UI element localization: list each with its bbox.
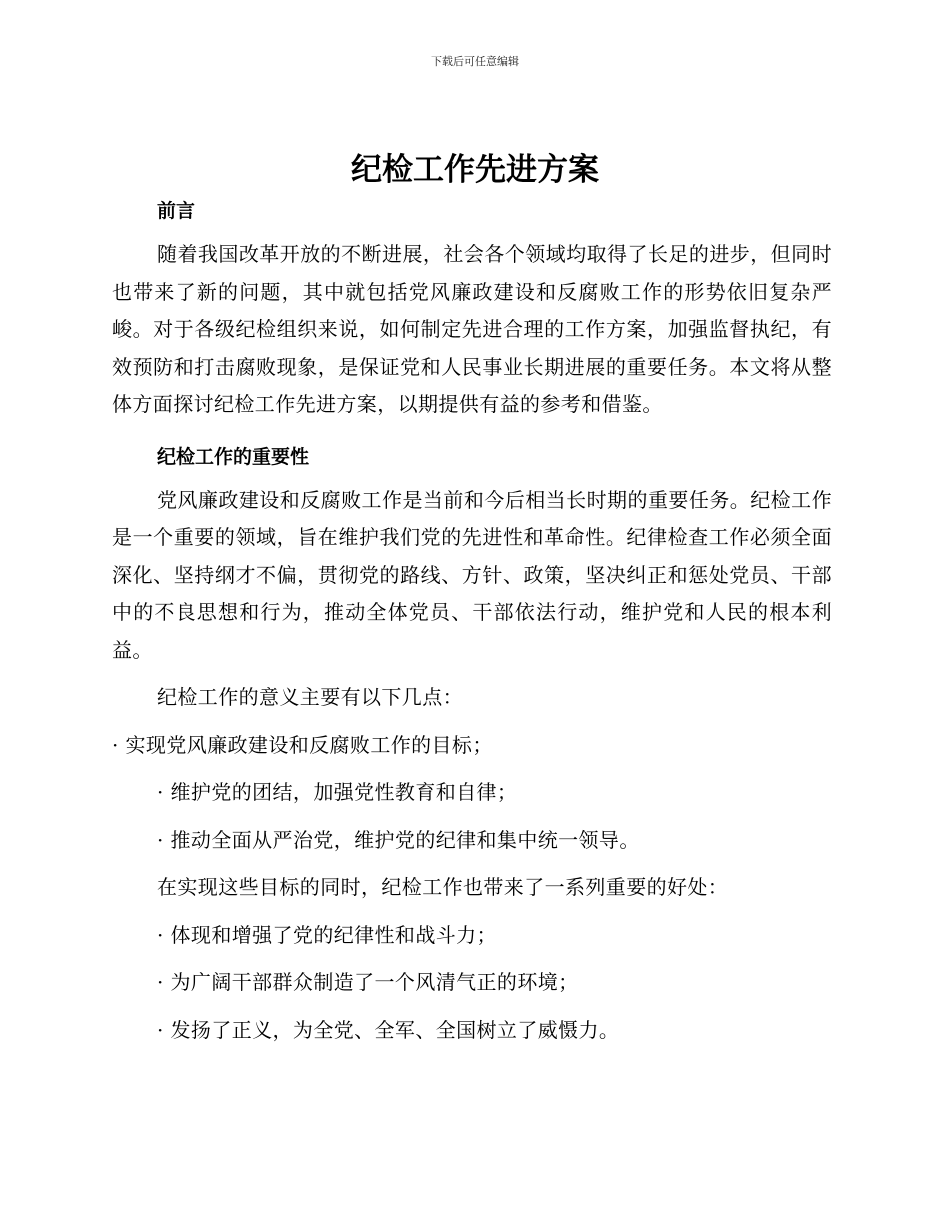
- page-header-note: 下载后可任意编辑: [431, 55, 519, 68]
- list-item: · 实现党风廉政建设和反腐败工作的目标；: [112, 732, 493, 757]
- significance-intro: 纪检工作的意义主要有以下几点：: [157, 685, 463, 709]
- document-title: 纪检工作先进方案: [351, 152, 599, 188]
- document-body: [112, 196, 832, 1049]
- list-item: · 体现和增强了党的纪律性和战斗力；: [157, 922, 497, 947]
- list-item: · 推动全面从严治党，维护党的纪律和集中统一领导。: [157, 827, 640, 852]
- list-item: · 发扬了正义，为全党、全军、全国树立了威慑力。: [157, 1017, 620, 1042]
- benefits-intro: 在实现这些目标的同时，纪检工作也带来了一系列重要的好处：: [157, 875, 729, 899]
- preface-paragraph: 随着我国改革开放的不断进展，社会各个领域均取得了长足的进步，但同时也带来了新的问题，其中就包括党风廉政建设和反腐败工作的形势依旧复杂严峻。对于各级纪检组织来说，如何制定先进合理的工作方案，加强监督执纪，有效预防和打击腐败现象，是保证党和人民事业长期进展的重要任务。本文将从整体方面探讨纪检工作先进方案，以期提供有益的参考和借鉴。: [112, 242, 832, 416]
- list-item: · 维护党的团结，加强党性教育和自律；: [157, 780, 518, 804]
- importance-paragraph: 党风廉政建设和反腐败工作是当前和今后相当长时期的重要任务。纪检工作是一个重要的领域，旨在维护我们党的先进性和革命性。纪律检查工作必须全面深化、坚持纲才不偏，贯彻党的路线、方针、政策，坚决纠正和惩处党员、干部中的不良思想和行为，推动全体党员、干部依法行动，维护党和人民的根本利益。: [112, 487, 832, 662]
- section-heading-preface: 前言: [157, 200, 196, 222]
- section-heading-importance: 纪检工作的重要性: [157, 445, 310, 468]
- list-item: · 为广阔干部群众制造了一个风清气正的环境；: [157, 970, 579, 994]
